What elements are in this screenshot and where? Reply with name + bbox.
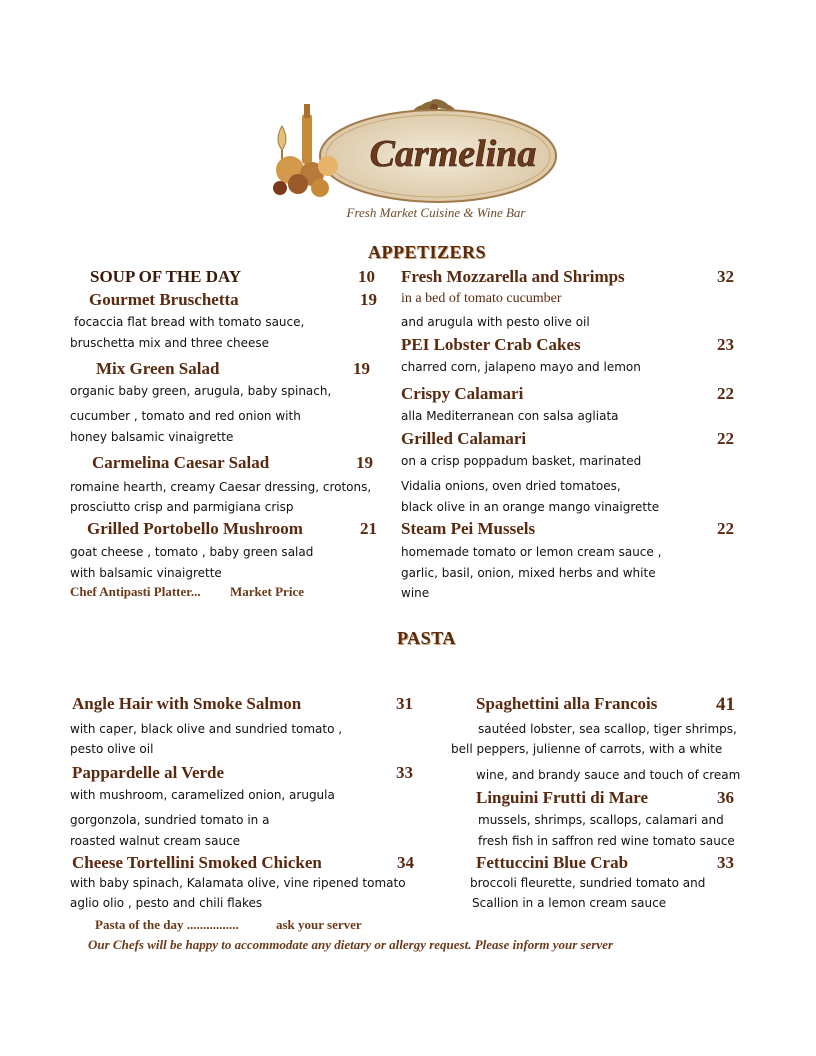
pappardelle-price: 33: [396, 763, 413, 782]
mozzarella-price: 32: [717, 267, 734, 286]
portobello-price: 21: [360, 519, 377, 538]
spaghettini-desc-2: bell peppers, julienne of carrots, with a white: [451, 742, 723, 756]
salad-desc-2: cucumber , tomato and red onion with: [70, 409, 301, 423]
grilledcal-desc-3: black olive in an orange mango vinaigrette: [401, 500, 660, 514]
mozzarella-desc-2: and arugula with pesto olive oil: [401, 315, 590, 329]
salad-price: 19: [353, 359, 370, 378]
pasta-of-day-label: Pasta of the day ................: [95, 917, 239, 932]
linguini-price: 36: [717, 788, 734, 807]
pasta-of-day-value: ask your server: [276, 917, 362, 932]
fettuccini-desc-2: Scallion in a lemon cream sauce: [472, 896, 667, 910]
grilledcal-desc-2: Vidalia onions, oven dried tomatoes,: [401, 479, 621, 493]
spaghettini-desc-3: wine, and brandy sauce and touch of cream: [476, 768, 741, 782]
pappardelle-desc-2: gorgonzola, sundried tomato in a: [70, 813, 270, 827]
antipasti-name: Chef Antipasti Platter...: [70, 584, 201, 599]
crabcakes-name: PEI Lobster Crab Cakes: [401, 335, 581, 354]
spaghettini-name: Spaghettini alla Francois: [476, 694, 658, 713]
mozzarella-desc-1: in a bed of tomato cucumber: [401, 291, 562, 306]
logo-name: Carmelina: [369, 133, 537, 175]
grilledcal-name: Grilled Calamari: [401, 429, 527, 448]
fettuccini-price: 33: [717, 853, 734, 872]
tortellini-desc-1: with baby spinach, Kalamata olive, vine ripened tomato: [70, 876, 406, 890]
angel-name: Angle Hair with Smoke Salmon: [72, 694, 302, 713]
tortellini-price: 34: [397, 853, 414, 872]
angel-desc-1: with caper, black olive and sundried tomato ,: [70, 722, 343, 736]
crispy-desc-1: alla Mediterranean con salsa agliata: [401, 409, 619, 423]
mussels-desc-3: wine: [401, 586, 430, 600]
angel-desc-2: pesto olive oil: [70, 742, 154, 756]
mussels-price: 22: [717, 519, 734, 538]
dietary-note: Our Chefs will be happy to accommodate any dietary or allergy request. Please inform your server: [88, 937, 614, 952]
bruschetta-desc-1: focaccia flat bread with tomato sauce,: [74, 315, 305, 329]
mussels-desc-1: homemade tomato or lemon cream sauce ,: [401, 545, 662, 559]
bruschetta-name: Gourmet Bruschetta: [89, 290, 239, 309]
pappardelle-desc-1: with mushroom, caramelized onion, arugula: [70, 788, 335, 802]
grilledcal-desc-1: on a crisp poppadum basket, marinated: [401, 454, 642, 468]
angel-price: 31: [396, 694, 413, 713]
logo-tagline: Fresh Market Cuisine & Wine Bar: [346, 205, 526, 220]
fettuccini-desc-1: broccoli fleurette, sundried tomato and: [470, 876, 706, 890]
caesar-name: Carmelina Caesar Salad: [92, 453, 270, 472]
salad-desc-3: honey balsamic vinaigrette: [70, 430, 234, 444]
tortellini-name: Cheese Tortellini Smoked Chicken: [72, 853, 322, 872]
portobello-name: Grilled Portobello Mushroom: [87, 519, 303, 538]
portobello-desc-2: with balsamic vinaigrette: [70, 566, 222, 580]
antipasti-price: Market Price: [230, 584, 304, 599]
caesar-desc-1: romaine hearth, creamy Caesar dressing, crotons,: [70, 480, 372, 494]
spaghettini-price: 41: [716, 694, 735, 715]
crabcakes-desc-1: charred corn, jalapeno mayo and lemon: [401, 360, 641, 374]
restaurant-logo: [268, 96, 558, 224]
mussels-desc-2: garlic, basil, onion, mixed herbs and white: [401, 566, 656, 580]
linguini-name: Linguini Frutti di Mare: [476, 788, 649, 807]
crispy-name: Crispy Calamari: [401, 384, 524, 403]
bruschetta-desc-2: bruschetta mix and three cheese: [70, 336, 270, 350]
fettuccini-name: Fettuccini Blue Crab: [476, 853, 629, 872]
linguini-desc-2: fresh fish in saffron red wine tomato sauce: [478, 834, 735, 848]
appetizers-title: APPETIZERS: [368, 242, 487, 262]
salad-name: Mix Green Salad: [96, 359, 220, 378]
salad-desc-1: organic baby green, arugula, baby spinach,: [70, 384, 332, 398]
portobello-desc-1: goat cheese , tomato , baby green salad: [70, 545, 314, 559]
pappardelle-desc-3: roasted walnut cream sauce: [70, 834, 241, 848]
soup-name: SOUP OF THE DAY: [90, 267, 241, 286]
caesar-desc-2: prosciutto crisp and parmigiana crisp: [70, 500, 294, 514]
grilledcal-price: 22: [717, 429, 734, 448]
logo-graphic: [268, 96, 558, 224]
crabcakes-price: 23: [717, 335, 734, 354]
caesar-price: 19: [356, 453, 373, 472]
mussels-name: Steam Pei Mussels: [401, 519, 536, 538]
soup-price: 10: [358, 267, 375, 286]
pasta-title: PASTA: [397, 628, 456, 648]
linguini-desc-1: mussels, shrimps, scallops, calamari and: [478, 813, 724, 827]
crispy-price: 22: [717, 384, 734, 403]
spaghettini-desc-1: sautéed lobster, sea scallop, tiger shrimps,: [478, 722, 737, 736]
bruschetta-price: 19: [360, 290, 377, 309]
tortellini-desc-2: aglio olio , pesto and chili flakes: [70, 896, 263, 910]
mozzarella-name: Fresh Mozzarella and Shrimps: [401, 267, 625, 286]
pappardelle-name: Pappardelle al Verde: [72, 763, 225, 782]
